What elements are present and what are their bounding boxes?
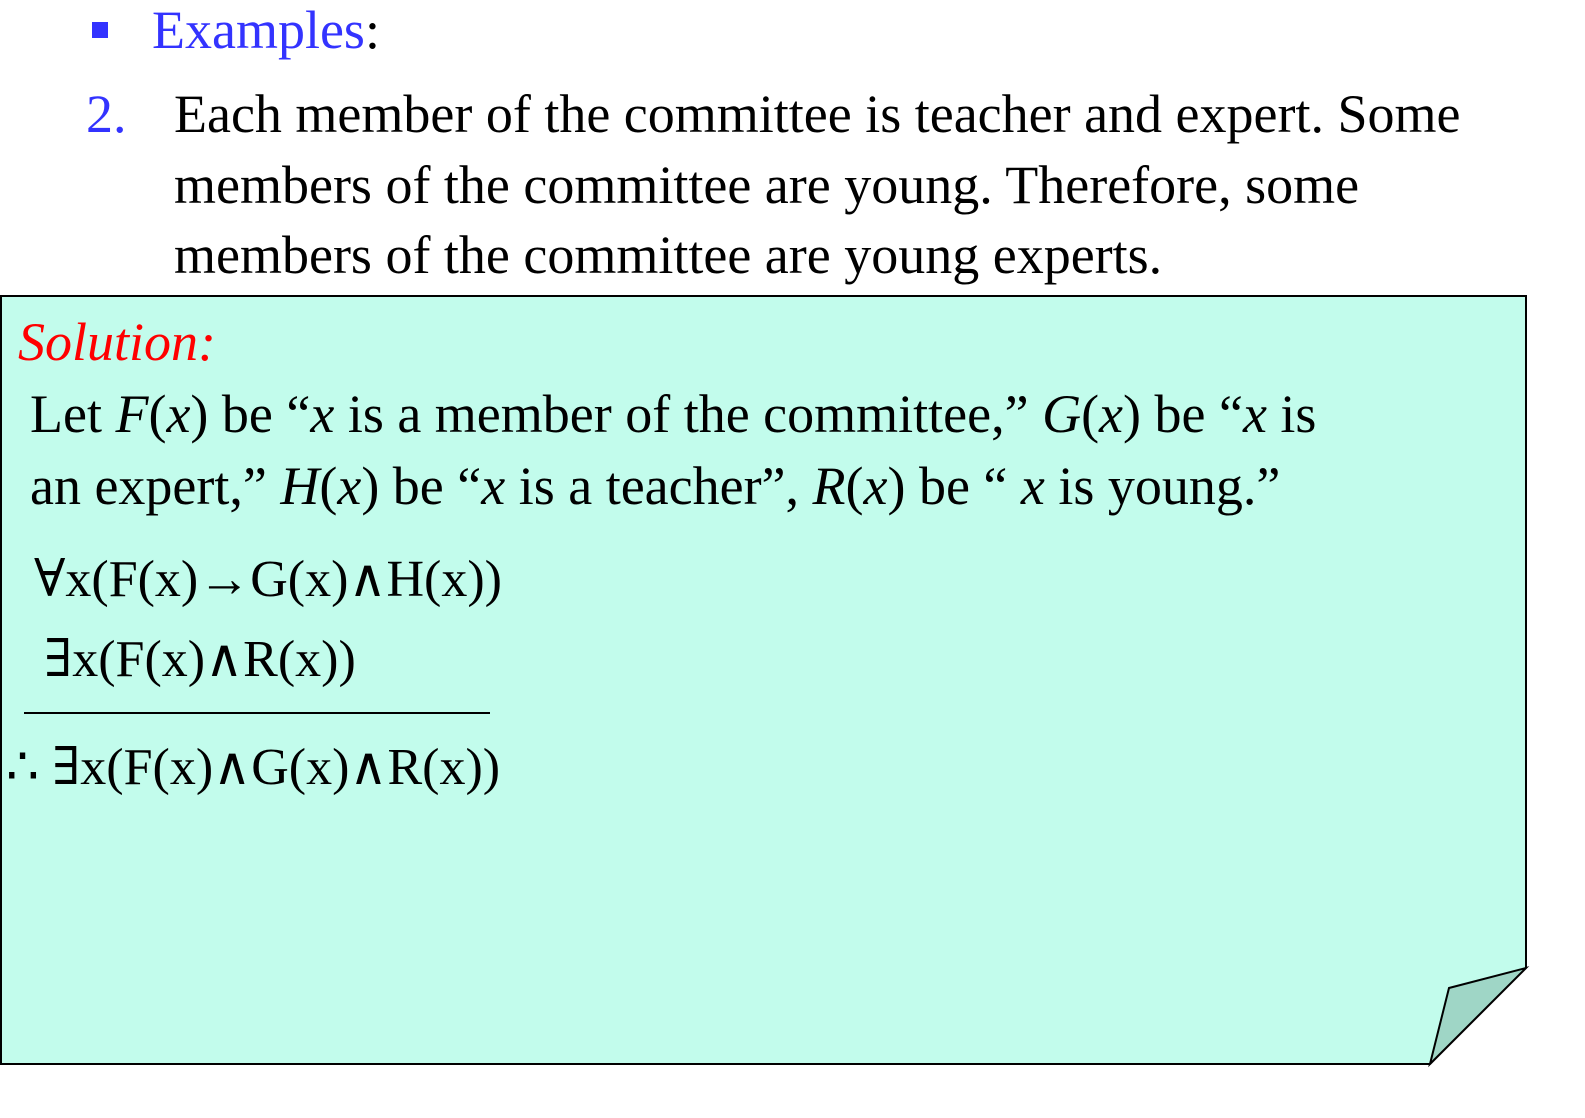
example-line-1: Each member of the committee is teacher and expert. Some [174, 84, 1461, 144]
square-bullet-icon [92, 22, 108, 38]
conclusion-formula: ∴ ∃x(F(x)∧G(x)∧R(x)) [6, 739, 501, 796]
examples-label: Examples [152, 0, 365, 60]
example-line-3: members of the committee are young experts. [174, 225, 1163, 285]
premise-2-formula: ∃x(F(x)∧R(x)) [44, 631, 356, 688]
definition-line-1: Let F(x) be “x is a member of the committee,” G(x) be “x is [30, 384, 1317, 444]
premise-1-formula: ∀x(F(x)→G(x)∧H(x)) [34, 551, 502, 608]
examples-colon: : [364, 0, 380, 60]
definition-line-2: an expert,” H(x) be “x is a teacher”, R(x) be “ x is young.” [30, 456, 1281, 516]
example-line-2: members of the committee are young. Therefore, some [174, 155, 1360, 215]
solution-label: Solution: [18, 312, 216, 372]
example-number: 2. [86, 84, 127, 144]
conclusion-divider-line [24, 712, 490, 714]
